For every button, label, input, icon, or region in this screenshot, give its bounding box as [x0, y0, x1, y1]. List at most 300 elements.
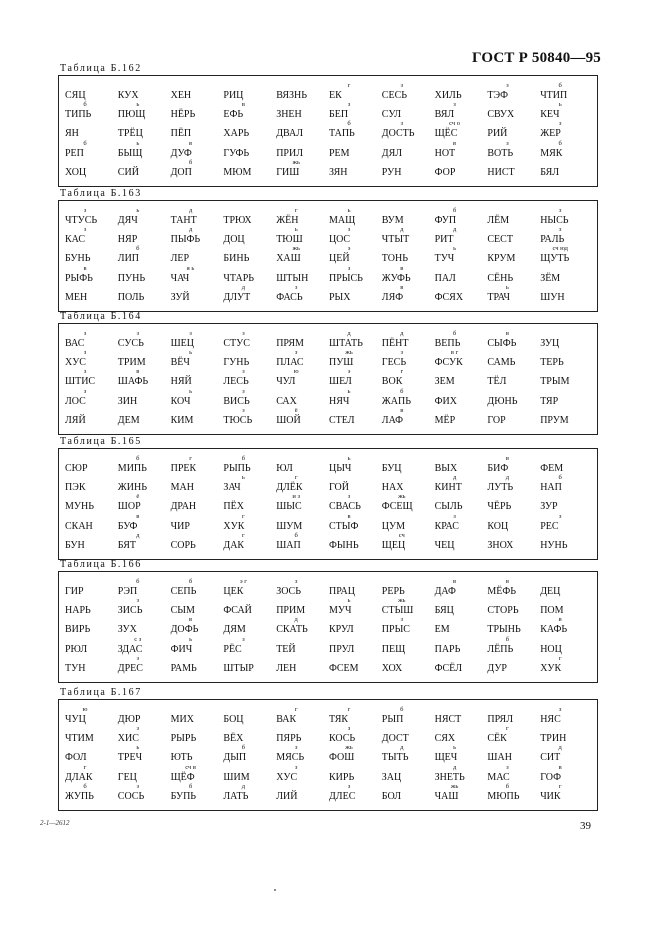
word-cell [382, 772, 435, 783]
word-cell [487, 521, 540, 532]
word-cell [170, 635, 224, 655]
word-cell [223, 234, 276, 245]
word-cell [328, 368, 382, 388]
word-table [58, 187, 598, 312]
word-text: ЛЕР [170, 253, 190, 265]
word-text: КРУМ [487, 253, 516, 265]
word-table [58, 435, 598, 560]
word-text: БЯТ [117, 539, 136, 551]
word-cell [487, 714, 540, 725]
word-mark: ь [453, 744, 457, 752]
word-text: НАП [540, 482, 562, 494]
word-cell [329, 624, 382, 635]
word-mark: д [294, 616, 298, 624]
word-text: ДУФ [170, 147, 192, 159]
word-text: НОТ [434, 147, 456, 159]
word-grid [65, 207, 593, 307]
word-text: РЫПЬ [223, 463, 251, 475]
word-text: ФОЛ [65, 752, 87, 764]
word-cell [540, 139, 593, 159]
word-text: ТАПЬ [328, 128, 355, 140]
word-text: ШТЫР [223, 662, 254, 674]
word-cell [487, 455, 540, 475]
word-cell [223, 501, 276, 512]
word-mark: в [505, 455, 509, 463]
word-cell [171, 540, 224, 551]
word-text: НОЦ [540, 643, 562, 655]
word-mark: д [400, 744, 404, 752]
word-cell [434, 120, 488, 140]
word-text: ДОСТЬ [381, 128, 415, 140]
word-mark: з [294, 349, 298, 357]
word-text: ЗНЕН [276, 109, 302, 121]
word-text: СУЛ [381, 109, 402, 121]
word-text: СЫМ [170, 605, 195, 617]
word-mark: в [189, 139, 193, 147]
word-cell [276, 396, 329, 407]
word-text: БИНЬ [223, 253, 250, 265]
word-mark: э [347, 245, 351, 253]
word-mark: б [188, 158, 193, 166]
word-cell [223, 253, 276, 264]
word-cell [487, 109, 540, 120]
word-cell [170, 139, 224, 159]
word-text: БИФ [487, 463, 509, 475]
word-mark: в [505, 330, 509, 338]
word-grid [65, 455, 593, 555]
word-text: МЯСЬ [276, 752, 305, 764]
word-cell [329, 167, 382, 178]
word-text: ЩЕЦ [381, 539, 406, 551]
word-text: ФЫНЬ [328, 539, 359, 551]
word-cell [276, 368, 329, 388]
word-mark: в [505, 578, 509, 586]
word-text: МАН [170, 482, 194, 494]
word-cell [65, 644, 118, 655]
word-cell [117, 330, 171, 350]
word-text: ШАФЬ [117, 376, 149, 388]
word-cell [487, 501, 540, 512]
word-text: ТРЮХ [223, 215, 252, 227]
word-text: ШАН [487, 752, 512, 764]
word-cell [435, 463, 488, 474]
word-cell [435, 663, 488, 674]
word-cell [276, 706, 329, 726]
word-cell [117, 578, 171, 598]
word-cell [435, 714, 488, 725]
word-text: РУН [381, 166, 402, 178]
word-text: САХ [276, 395, 297, 407]
word-text: МЕН [65, 291, 88, 303]
word-mark: д [400, 330, 404, 338]
word-cell [65, 782, 118, 802]
word-text: ШТАТЬ [328, 338, 363, 350]
table-title: Таблица Б.164 [60, 311, 142, 322]
word-mark: в [189, 616, 193, 624]
word-text: ГЕЦ [117, 771, 137, 783]
word-mark: б [400, 387, 404, 395]
word-text: ШЕЦ [170, 338, 195, 350]
word-cell [382, 215, 435, 226]
word-text: РИТ [434, 234, 454, 246]
word-cell [276, 493, 329, 513]
word-cell [171, 605, 224, 616]
word-cell [487, 782, 540, 802]
word-cell [435, 396, 488, 407]
word-text: ФИХ [434, 395, 457, 407]
word-text: ГОР [487, 414, 506, 426]
word-text: ТЕЙ [276, 643, 296, 655]
word-text: РЫХ [328, 291, 351, 303]
word-cell [170, 207, 224, 227]
word-cell [487, 635, 540, 655]
word-mark: з [347, 782, 351, 790]
word-mark: з [83, 368, 87, 376]
word-mark: сч в [185, 763, 196, 771]
word-mark: б [400, 706, 404, 714]
word-cell [435, 376, 488, 387]
word-cell [170, 158, 224, 178]
word-mark: з [83, 349, 87, 357]
word-text: ХУК [223, 520, 245, 532]
word-text: ПРЫС [381, 624, 410, 636]
word-text: ПОЛЬ [117, 291, 145, 303]
word-mark: з [242, 635, 245, 643]
word-text: ДЮНЬ [487, 395, 518, 407]
word-text: ГОФ [540, 771, 561, 783]
word-cell [381, 744, 435, 764]
word-text: ЧЁРЬ [487, 501, 512, 513]
word-text: МАС [487, 771, 510, 783]
word-cell [435, 167, 488, 178]
word-text: ПРЯМ [276, 338, 304, 350]
word-cell [65, 482, 118, 493]
word-text: ЧЕЦ [434, 539, 455, 551]
word-mark: жь [292, 158, 300, 166]
word-cell [540, 501, 593, 512]
word-text: МЮМ [223, 166, 252, 178]
word-cell [487, 283, 540, 303]
word-cell [223, 330, 276, 350]
word-cell [382, 733, 435, 744]
word-text: БУПЬ [170, 790, 197, 802]
word-text: МИХ [170, 714, 194, 726]
word-cell [223, 273, 276, 284]
word-text: РЫП [381, 714, 404, 726]
word-text: СЫЛЬ [434, 501, 463, 513]
word-cell [382, 521, 435, 532]
word-cell [117, 139, 171, 159]
word-mark: з [294, 744, 298, 752]
word-cell [223, 474, 276, 494]
word-cell [382, 644, 435, 655]
word-mark: жь [450, 782, 459, 790]
word-text: ПАЛ [434, 272, 456, 284]
word-text: РАЛЬ [540, 234, 565, 246]
word-text: ЛЁПЬ [487, 643, 514, 655]
word-cell [65, 253, 118, 264]
word-cell [328, 120, 382, 140]
word-cell [117, 455, 171, 475]
word-cell [435, 415, 488, 426]
word-mark: з [558, 207, 562, 215]
word-text: ПЁНТ [381, 338, 409, 350]
word-table [58, 558, 598, 683]
word-text: ЛОС [65, 395, 86, 407]
word-cell [382, 253, 435, 264]
word-text: ТЭФ [487, 90, 509, 102]
word-text: ТЁЛ [487, 376, 507, 388]
word-mark: ь [189, 387, 193, 395]
word-text: ХОХ [381, 662, 403, 674]
word-grid [65, 82, 593, 182]
word-cell [170, 578, 224, 598]
word-text: ДЕМ [117, 414, 140, 426]
word-cell [118, 624, 171, 635]
word-text: МЁФЬ [487, 586, 517, 598]
word-text: ЦЕК [223, 586, 244, 598]
word-text: ШУМ [276, 520, 303, 532]
word-cell [328, 349, 382, 369]
word-cell [487, 540, 540, 551]
word-text: СИЙ [117, 166, 139, 178]
word-cell [434, 578, 488, 598]
word-cell [276, 791, 329, 802]
word-cell [223, 406, 276, 426]
word-cell [276, 158, 329, 178]
word-mark: в г [450, 349, 459, 357]
word-text: ШАП [276, 539, 301, 551]
word-text: ТЯК [328, 714, 349, 726]
word-mark: з [558, 120, 562, 128]
word-cell [540, 763, 593, 783]
word-cell [434, 207, 488, 227]
word-cell [276, 763, 329, 783]
word-text: СЕСЬ [381, 90, 407, 102]
word-text: ПУНЬ [117, 272, 146, 284]
word-mark: б [505, 782, 510, 790]
word-cell [223, 167, 276, 178]
word-mark: с з [134, 635, 142, 643]
word-cell [435, 501, 488, 512]
word-cell [171, 714, 224, 725]
word-text: ЦУМ [381, 520, 405, 532]
word-cell [540, 376, 593, 387]
word-text: ВИСЬ [223, 395, 250, 407]
word-text: ЛЕН [276, 662, 297, 674]
word-mark: ь [189, 349, 193, 357]
word-mark: г [294, 474, 298, 482]
word-mark: г [294, 706, 298, 714]
word-mark: д [505, 474, 510, 482]
table-frame [58, 571, 598, 683]
word-text: КАС [65, 234, 86, 246]
word-cell [276, 406, 329, 426]
word-cell [382, 482, 435, 493]
word-mark: б [83, 101, 87, 109]
word-text: ХАРЬ [223, 128, 250, 140]
word-mark: з [83, 226, 87, 234]
word-text: МЮПЬ [487, 790, 520, 802]
word-text: СЯЦ [65, 90, 86, 102]
word-text: ЗНОХ [487, 539, 514, 551]
word-text: ЗАЦ [381, 771, 402, 783]
word-text: ТУЧ [434, 253, 455, 265]
word-cell [65, 752, 118, 763]
word-text: ТАНТ [170, 215, 197, 227]
table-title: Таблица Б.167 [60, 687, 142, 698]
word-text: ФСЕЩ [381, 501, 413, 513]
word-cell [65, 706, 118, 726]
word-cell [223, 90, 276, 101]
word-text: ДЮР [117, 714, 141, 726]
word-cell [381, 264, 435, 284]
word-cell [434, 512, 488, 532]
word-text: ПРУЛ [328, 643, 355, 655]
word-text: ЖЕР [540, 128, 561, 140]
word-mark: в [241, 101, 245, 109]
word-text: ГЕСЬ [381, 357, 407, 369]
word-mark: б [505, 635, 510, 643]
word-text: ГУФЬ [223, 147, 250, 159]
word-text: ДЯМ [223, 624, 246, 636]
word-text: БЫЩ [117, 147, 143, 159]
word-cell [382, 586, 435, 597]
word-text: ШЫС [276, 501, 302, 513]
word-cell [329, 663, 382, 674]
word-mark: з [558, 512, 562, 520]
word-cell [382, 148, 435, 159]
word-text: БОЛ [381, 790, 401, 802]
word-text: ЗУР [540, 501, 558, 513]
word-text: ЗУХ [117, 624, 137, 636]
word-text: ТЮШ [276, 234, 303, 246]
table-frame [58, 323, 598, 435]
word-mark: ь [558, 101, 562, 109]
word-cell [435, 540, 488, 551]
word-cell [328, 725, 382, 745]
word-cell [276, 128, 329, 139]
word-cell [487, 763, 540, 783]
word-text: ЧТИМ [65, 733, 94, 745]
word-mark: г [558, 782, 562, 790]
table-title: Таблица Б.162 [60, 63, 142, 74]
word-text: ЛИП [117, 253, 140, 265]
word-mark: д [241, 283, 246, 291]
word-text: КРАС [434, 520, 459, 532]
word-cell [487, 663, 540, 674]
word-mark: в [83, 264, 87, 272]
word-text: СТУС [223, 338, 250, 350]
word-text: НЯС [540, 714, 561, 726]
word-text: ПЕЩ [381, 643, 406, 655]
word-text: СЯХ [434, 733, 456, 745]
word-cell [434, 349, 488, 369]
word-cell [329, 540, 382, 551]
word-mark: в [136, 368, 140, 376]
word-cell [223, 512, 276, 532]
word-cell [65, 349, 118, 369]
word-text: ЗЁМ [540, 272, 561, 284]
word-text: ЕФЬ [223, 109, 244, 121]
word-cell [118, 482, 171, 493]
word-cell [487, 330, 540, 350]
word-cell [540, 338, 593, 349]
word-cell [117, 245, 171, 265]
word-mark: сч [398, 531, 405, 539]
word-text: НЁРЬ [170, 109, 196, 121]
word-cell [435, 644, 488, 655]
word-mark: з [189, 330, 192, 338]
word-mark: г [400, 368, 404, 376]
word-mark: з [400, 349, 404, 357]
word-cell [381, 406, 435, 426]
word-cell [65, 226, 118, 246]
word-mark: з [347, 493, 351, 501]
word-cell [171, 292, 224, 303]
word-text: ЦОС [328, 234, 351, 246]
word-text: ЖАПЬ [381, 395, 411, 407]
word-text: СУСЬ [117, 338, 144, 350]
word-cell [65, 292, 118, 303]
word-mark: з [453, 512, 456, 520]
word-cell [540, 226, 593, 246]
word-cell [487, 415, 540, 426]
word-text: БУН [65, 539, 85, 551]
word-mark: ь [347, 387, 351, 395]
word-cell [276, 644, 329, 655]
word-mark: ь [505, 283, 509, 291]
word-cell [381, 349, 435, 369]
word-text: ПЁП [170, 128, 192, 140]
word-mark: ь [347, 597, 351, 605]
word-text: РИЦ [223, 90, 244, 102]
word-cell [276, 744, 329, 764]
word-cell [435, 273, 488, 284]
word-text: ДЛЕС [328, 790, 356, 802]
word-mark: д [241, 782, 246, 790]
word-text: ЗИСЬ [117, 605, 143, 617]
word-mark: г [558, 654, 562, 662]
word-table [58, 310, 598, 435]
word-text: КОСЬ [328, 733, 356, 745]
word-text: ШЕЛ [328, 376, 352, 388]
word-mark: з [453, 101, 456, 109]
word-cell [276, 474, 329, 494]
word-mark: в [400, 264, 404, 272]
word-cell [223, 455, 276, 475]
word-text: МЯК [540, 147, 563, 159]
word-cell [117, 368, 171, 388]
table-title: Таблица Б.166 [60, 559, 142, 570]
word-text: СКАТЬ [276, 624, 308, 636]
word-cell [171, 521, 224, 532]
word-text: ЛЁМ [487, 215, 510, 227]
word-text: МУЧ [328, 605, 352, 617]
word-mark: б [558, 139, 562, 147]
word-text: ПРЯЛ [487, 714, 513, 726]
word-cell [435, 733, 488, 744]
word-text: ТРЕЧ [117, 752, 143, 764]
word-text: СЫФЬ [487, 338, 517, 350]
word-text: БОЦ [223, 714, 244, 726]
word-cell [328, 744, 382, 764]
word-text: ЮТЬ [170, 752, 193, 764]
word-cell [223, 663, 276, 674]
word-cell [434, 139, 488, 159]
word-text: ФСЯХ [434, 291, 464, 303]
word-cell [487, 139, 540, 159]
